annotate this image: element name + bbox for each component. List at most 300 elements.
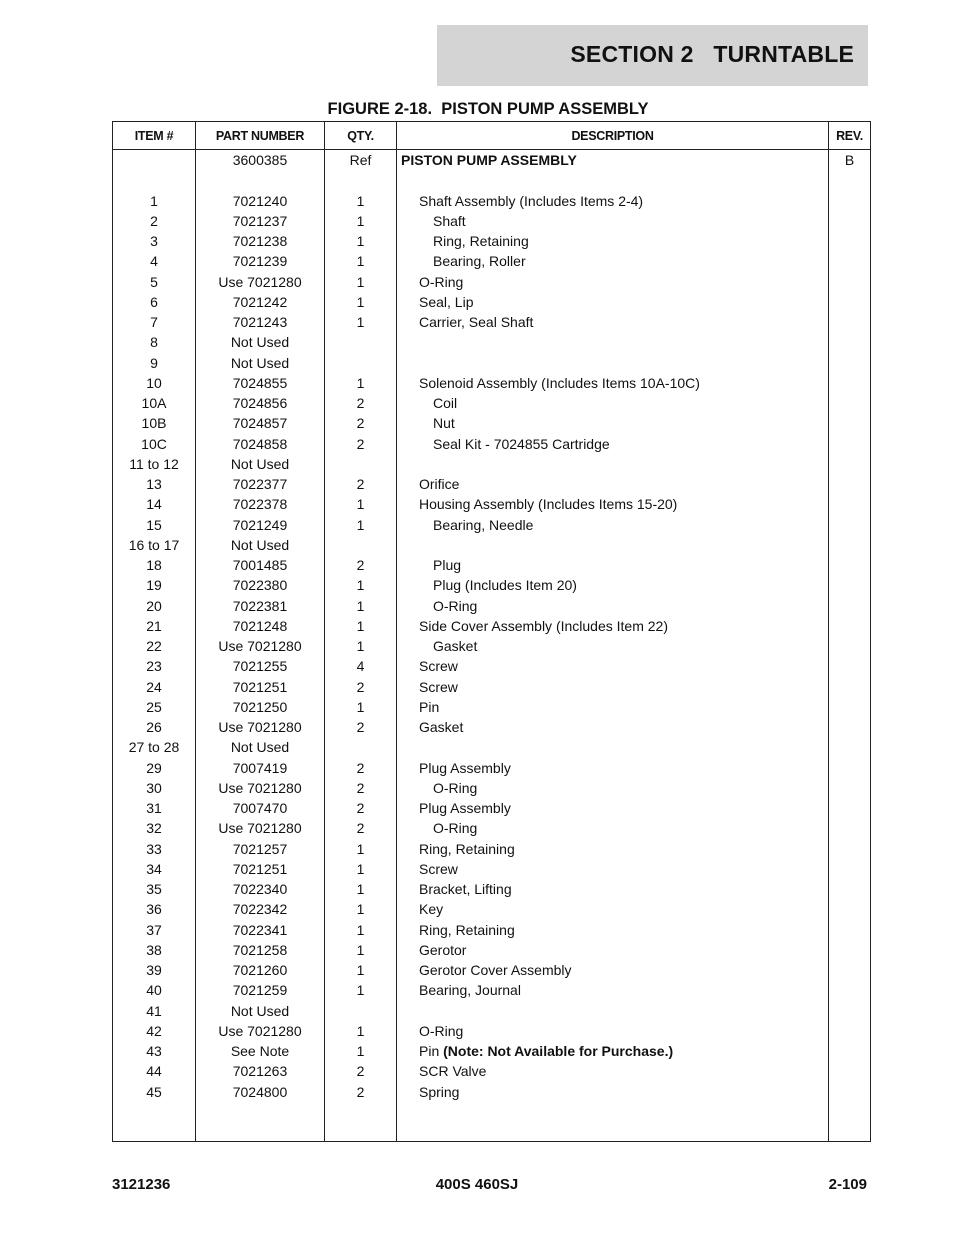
cell-qty: 2	[325, 413, 397, 433]
table-row	[113, 920, 871, 940]
table-row	[113, 940, 871, 960]
cell-item-number: 27 to 28	[113, 737, 196, 757]
cell-description	[397, 859, 829, 879]
cell-rev	[829, 656, 871, 676]
cell-qty: 2	[325, 818, 397, 838]
cell-qty: 1	[325, 1021, 397, 1041]
cell-part-number: 7021251	[196, 859, 325, 879]
cell-qty: 1	[325, 515, 397, 535]
cell-description	[397, 879, 829, 899]
cell-qty: 2	[325, 434, 397, 454]
cell-item-number: 44	[113, 1061, 196, 1081]
cell-rev	[829, 697, 871, 717]
cell-rev	[829, 312, 871, 332]
table-row	[113, 555, 871, 575]
cell-item-number: 25	[113, 697, 196, 717]
cell-qty: 1	[325, 899, 397, 919]
description-text: Seal, Lip	[419, 293, 474, 310]
table-row	[113, 656, 871, 676]
cell-item-number: 9	[113, 353, 196, 373]
cell-description	[397, 231, 829, 251]
cell-part-number: Not Used	[196, 454, 325, 474]
cell-rev	[829, 899, 871, 919]
cell-description	[397, 211, 829, 231]
description-text: Screw	[419, 860, 458, 877]
cell-rev	[829, 373, 871, 393]
cell-part-number: 7022380	[196, 575, 325, 595]
cell-item-number: 30	[113, 778, 196, 798]
cell-description	[397, 413, 829, 433]
table-row	[113, 899, 871, 919]
cell-item-number: 14	[113, 494, 196, 514]
cell-qty: 4	[325, 656, 397, 676]
cell-description	[397, 312, 829, 332]
cell-description	[397, 1041, 829, 1061]
parts-table	[112, 121, 871, 1142]
cell-qty: 1	[325, 312, 397, 332]
cell-qty: 2	[325, 555, 397, 575]
cell-part-number: 7021240	[196, 191, 325, 211]
table-row	[113, 697, 871, 717]
description-text: PISTON PUMP ASSEMBLY	[401, 152, 577, 168]
cell-part-number: Use 7021280	[196, 717, 325, 737]
cell-item-number: 16 to 17	[113, 535, 196, 555]
cell-qty: 2	[325, 778, 397, 798]
cell-rev	[829, 940, 871, 960]
cell-item-number: 45	[113, 1082, 196, 1102]
cell-part-number: Use 7021280	[196, 1021, 325, 1041]
cell-part-number: 7021242	[196, 292, 325, 312]
cell-item-number: 10C	[113, 434, 196, 454]
table-row	[113, 353, 871, 373]
cell-rev	[829, 535, 871, 555]
cell-qty	[325, 737, 397, 757]
cell-rev	[829, 434, 871, 454]
cell-item-number: 31	[113, 798, 196, 818]
cell-item-number: 37	[113, 920, 196, 940]
table-row	[113, 393, 871, 413]
table-row	[113, 211, 871, 231]
cell-description	[397, 636, 829, 656]
description-text: Plug Assembly	[419, 800, 511, 816]
table-row	[113, 1001, 871, 1021]
cell-description	[397, 697, 829, 717]
cell-qty	[325, 454, 397, 474]
cell-rev	[829, 677, 871, 697]
cell-description	[397, 150, 829, 171]
cell-qty: 1	[325, 616, 397, 636]
table-row	[113, 758, 871, 778]
cell-part-number: 3600385	[196, 150, 325, 171]
figure-title: FIGURE 2-18. PISTON PUMP ASSEMBLY	[327, 100, 649, 118]
cell-part-number: 7021238	[196, 231, 325, 251]
cell-rev	[829, 353, 871, 373]
cell-rev	[829, 292, 871, 312]
cell-item-number: 26	[113, 717, 196, 737]
cell-qty: 1	[325, 211, 397, 231]
cell-item-number: 11 to 12	[113, 454, 196, 474]
cell-part-number: 7022381	[196, 596, 325, 616]
table-row	[113, 413, 871, 433]
filler-cell	[113, 1102, 196, 1142]
cell-description	[397, 940, 829, 960]
cell-item-number: 34	[113, 859, 196, 879]
cell-description	[397, 393, 829, 413]
cell-description	[397, 1001, 829, 1021]
cell-item-number: 13	[113, 474, 196, 494]
cell-description	[397, 474, 829, 494]
cell-item-number: 7	[113, 312, 196, 332]
cell-part-number: Not Used	[196, 353, 325, 373]
cell-part-number: Not Used	[196, 535, 325, 555]
table-filler-row	[113, 1102, 871, 1142]
cell-description	[397, 373, 829, 393]
description-text: Ring, Retaining	[419, 840, 515, 857]
table-row	[113, 879, 871, 899]
cell-rev	[829, 798, 871, 818]
cell-description	[397, 960, 829, 980]
cell-qty: 1	[325, 251, 397, 271]
cell-rev	[829, 1061, 871, 1081]
cell-description	[397, 272, 829, 292]
cell-qty	[325, 353, 397, 373]
description-text: Plug	[433, 557, 462, 573]
cell-rev	[829, 231, 871, 251]
table-row	[113, 272, 871, 292]
cell-qty	[325, 170, 397, 190]
cell-description	[397, 1021, 829, 1041]
cell-part-number: 7022340	[196, 879, 325, 899]
cell-part-number: 7024857	[196, 413, 325, 433]
cell-item-number: 3	[113, 231, 196, 251]
cell-qty: 1	[325, 231, 397, 251]
cell-description	[397, 575, 829, 595]
cell-rev	[829, 596, 871, 616]
description-text: Ring, Retaining	[433, 233, 529, 249]
cell-description	[397, 191, 829, 211]
cell-description	[397, 535, 829, 555]
description-text: Bearing, Roller	[433, 253, 526, 270]
cell-part-number: 7021255	[196, 656, 325, 676]
footer-model: 400S 460SJ	[435, 1176, 519, 1193]
cell-description	[397, 332, 829, 352]
cell-description	[397, 616, 829, 636]
table-row	[113, 616, 871, 636]
description-text	[401, 355, 419, 371]
table-row	[113, 737, 871, 757]
filler-cell	[829, 1102, 871, 1142]
cell-rev	[829, 960, 871, 980]
filler-cell	[196, 1102, 325, 1142]
description-text: Carrier, Seal Shaft	[419, 314, 534, 330]
cell-item-number: 20	[113, 596, 196, 616]
table-row	[113, 454, 871, 474]
cell-item-number: 6	[113, 292, 196, 312]
description-text	[401, 456, 419, 472]
cell-part-number: 7021239	[196, 251, 325, 271]
cell-description	[397, 251, 829, 271]
cell-part-number: 7022378	[196, 494, 325, 514]
cell-part-number: 7021243	[196, 312, 325, 332]
cell-item-number: 8	[113, 332, 196, 352]
cell-qty	[325, 332, 397, 352]
section-header	[437, 25, 868, 86]
cell-part-number: 7024856	[196, 393, 325, 413]
cell-description	[397, 170, 829, 190]
description-text: Bearing, Journal	[419, 982, 521, 999]
description-text: Orifice	[419, 476, 460, 492]
cell-rev	[829, 839, 871, 859]
description-text: SCR Valve	[419, 1063, 487, 1080]
table-row	[113, 1021, 871, 1041]
cell-part-number: Use 7021280	[196, 778, 325, 798]
description-text: O-Ring	[419, 1022, 464, 1039]
cell-item-number: 35	[113, 879, 196, 899]
table-row	[113, 980, 871, 1000]
table-row	[113, 798, 871, 818]
description-text: Shaft Assembly (Includes Items 2-4)	[419, 192, 644, 209]
cell-item-number: 2	[113, 211, 196, 231]
cell-qty: 1	[325, 636, 397, 656]
description-note: (Note: Not Available for Purchase.)	[439, 1043, 674, 1059]
cell-description	[397, 737, 829, 757]
table-row	[113, 170, 871, 190]
cell-part-number: Not Used	[196, 332, 325, 352]
cell-item-number: 41	[113, 1001, 196, 1021]
cell-description	[397, 596, 829, 616]
table-row	[113, 677, 871, 697]
description-text	[401, 172, 419, 188]
cell-part-number: 7022377	[196, 474, 325, 494]
section-title: SECTION 2 TURNTABLE	[570, 41, 854, 67]
cell-qty: 1	[325, 191, 397, 211]
table-row	[113, 859, 871, 879]
table-row	[113, 231, 871, 251]
cell-item-number: 1	[113, 191, 196, 211]
cell-rev	[829, 413, 871, 433]
table-row	[113, 818, 871, 838]
table-row	[113, 1041, 871, 1061]
cell-qty: 1	[325, 596, 397, 616]
cell-qty: 1	[325, 839, 397, 859]
cell-description	[397, 839, 829, 859]
cell-description	[397, 555, 829, 575]
cell-qty	[325, 1001, 397, 1021]
cell-item-number: 38	[113, 940, 196, 960]
cell-part-number: See Note	[196, 1041, 325, 1061]
description-text: Key	[419, 901, 444, 918]
cell-rev	[829, 980, 871, 1000]
cell-rev	[829, 1041, 871, 1061]
cell-rev	[829, 393, 871, 413]
cell-qty: 2	[325, 758, 397, 778]
cell-item-number: 36	[113, 899, 196, 919]
filler-cell	[397, 1102, 829, 1142]
cell-part-number: 7007470	[196, 798, 325, 818]
cell-item-number: 32	[113, 818, 196, 838]
cell-rev	[829, 332, 871, 352]
description-text: Coil	[433, 395, 458, 411]
table-row	[113, 636, 871, 656]
table-row	[113, 251, 871, 271]
cell-part-number: 7024855	[196, 373, 325, 393]
description-text: Gerotor	[419, 941, 467, 958]
description-text: O-Ring	[433, 779, 478, 796]
cell-rev	[829, 494, 871, 514]
cell-description	[397, 717, 829, 737]
cell-description	[397, 677, 829, 697]
description-text: Pin	[419, 1043, 440, 1059]
cell-qty: 2	[325, 1082, 397, 1102]
cell-part-number	[196, 170, 325, 190]
cell-part-number: Use 7021280	[196, 636, 325, 656]
table-row	[113, 1082, 871, 1102]
cell-part-number: 7024800	[196, 1082, 325, 1102]
table-row	[113, 474, 871, 494]
cell-item-number: 29	[113, 758, 196, 778]
cell-qty: 1	[325, 980, 397, 1000]
table-row	[113, 515, 871, 535]
cell-description	[397, 1061, 829, 1081]
cell-rev	[829, 272, 871, 292]
table-row	[113, 150, 871, 171]
cell-qty: 1	[325, 960, 397, 980]
cell-description	[397, 494, 829, 514]
cell-qty	[325, 535, 397, 555]
column-header-description: DESCRIPTION	[397, 122, 829, 150]
cell-part-number: 7024858	[196, 434, 325, 454]
cell-rev	[829, 170, 871, 190]
cell-qty: 1	[325, 859, 397, 879]
cell-rev	[829, 1082, 871, 1102]
footer-page-number: 2-109	[828, 1176, 867, 1193]
cell-item-number: 23	[113, 656, 196, 676]
cell-rev	[829, 454, 871, 474]
table-row	[113, 373, 871, 393]
description-text: Gasket	[419, 719, 464, 735]
cell-qty: 2	[325, 717, 397, 737]
cell-rev	[829, 758, 871, 778]
cell-description	[397, 818, 829, 838]
cell-qty: 1	[325, 1041, 397, 1061]
cell-description	[397, 515, 829, 535]
cell-part-number: 7021259	[196, 980, 325, 1000]
description-text: Gerotor Cover Assembly	[419, 962, 572, 978]
footer-document-number: 3121236	[112, 1176, 171, 1193]
table-row	[113, 191, 871, 211]
table-row	[113, 575, 871, 595]
cell-part-number: 7021251	[196, 677, 325, 697]
cell-qty: 1	[325, 272, 397, 292]
cell-description	[397, 778, 829, 798]
table-row	[113, 332, 871, 352]
cell-description	[397, 292, 829, 312]
cell-rev	[829, 920, 871, 940]
description-text: Gasket	[433, 638, 478, 654]
description-text: Spring	[419, 1083, 460, 1100]
cell-part-number: 7021250	[196, 697, 325, 717]
description-text: Bracket, Lifting	[419, 881, 512, 897]
column-header-rev: REV.	[829, 122, 871, 150]
cell-item-number: 10B	[113, 413, 196, 433]
cell-qty: 1	[325, 373, 397, 393]
cell-rev	[829, 717, 871, 737]
cell-qty: 1	[325, 697, 397, 717]
cell-rev	[829, 515, 871, 535]
cell-rev: B	[829, 150, 871, 171]
description-text: Pin	[419, 698, 440, 715]
description-text: O-Ring	[433, 820, 478, 837]
cell-item-number: 4	[113, 251, 196, 271]
cell-item-number: 22	[113, 636, 196, 656]
table-header-row	[113, 122, 871, 150]
cell-rev	[829, 555, 871, 575]
cell-qty: 1	[325, 494, 397, 514]
cell-rev	[829, 575, 871, 595]
cell-rev	[829, 859, 871, 879]
cell-rev	[829, 737, 871, 757]
column-header-part-number: PART NUMBER	[196, 122, 325, 150]
table-row	[113, 596, 871, 616]
description-text: Screw	[419, 678, 458, 695]
cell-rev	[829, 616, 871, 636]
description-text: Screw	[419, 658, 458, 675]
cell-part-number: Use 7021280	[196, 818, 325, 838]
cell-part-number: 7021237	[196, 211, 325, 231]
cell-rev	[829, 251, 871, 271]
cell-rev	[829, 211, 871, 231]
table-row	[113, 778, 871, 798]
description-text	[401, 739, 419, 755]
cell-part-number: Not Used	[196, 737, 325, 757]
description-text: Solenoid Assembly (Includes Items 10A-10C)	[419, 374, 700, 391]
cell-part-number: 7021248	[196, 616, 325, 636]
cell-qty: Ref	[325, 150, 397, 171]
description-text: Seal Kit - 7024855 Cartridge	[433, 435, 610, 452]
filler-cell	[325, 1102, 397, 1142]
cell-description	[397, 920, 829, 940]
description-text: Ring, Retaining	[419, 921, 515, 938]
cell-item-number: 42	[113, 1021, 196, 1041]
cell-rev	[829, 778, 871, 798]
description-text: Shaft	[433, 212, 466, 229]
column-header-qty: QTY.	[325, 122, 397, 150]
cell-part-number: 7021257	[196, 839, 325, 859]
cell-item-number	[113, 170, 196, 190]
cell-part-number: 7007419	[196, 758, 325, 778]
cell-item-number: 43	[113, 1041, 196, 1061]
cell-rev	[829, 879, 871, 899]
cell-description	[397, 980, 829, 1000]
table-row	[113, 292, 871, 312]
cell-qty: 1	[325, 879, 397, 899]
cell-rev	[829, 818, 871, 838]
cell-description	[397, 758, 829, 778]
cell-rev	[829, 636, 871, 656]
table-row	[113, 1061, 871, 1081]
cell-part-number: Not Used	[196, 1001, 325, 1021]
cell-item-number	[113, 150, 196, 171]
table-row	[113, 839, 871, 859]
cell-part-number: 7022342	[196, 899, 325, 919]
cell-item-number: 10A	[113, 393, 196, 413]
table-row	[113, 434, 871, 454]
cell-part-number: 7022341	[196, 920, 325, 940]
cell-part-number: 7021263	[196, 1061, 325, 1081]
parts-table-body	[113, 150, 871, 1142]
cell-description	[397, 454, 829, 474]
cell-description	[397, 353, 829, 373]
